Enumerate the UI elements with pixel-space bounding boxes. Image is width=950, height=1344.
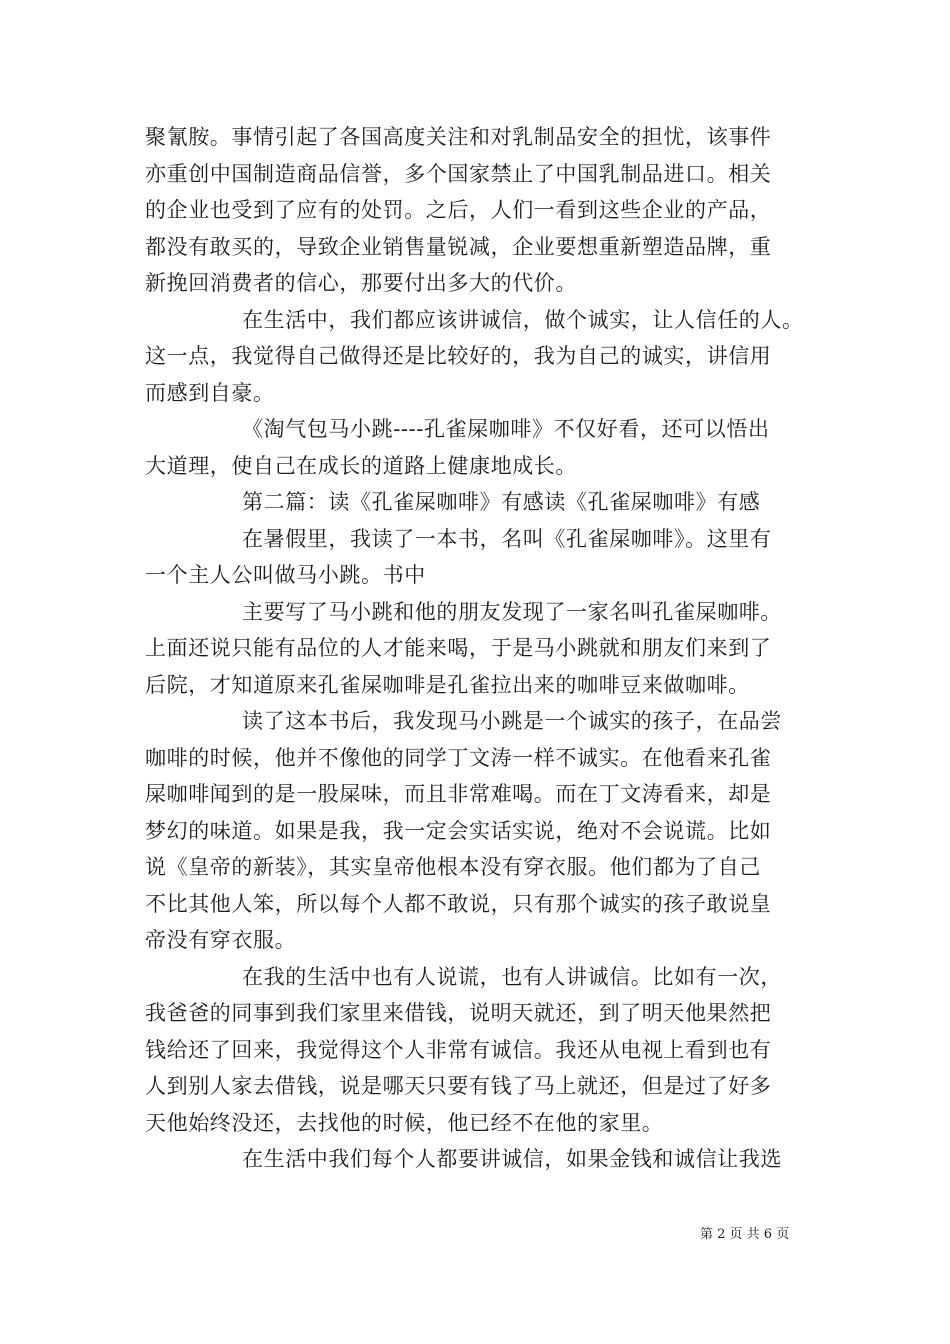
paragraph-start-line: 读了这本书后，我发现马小跳是一个诚实的孩子，在品尝: [242, 709, 782, 733]
text-line: 帝没有穿衣服。: [145, 928, 297, 952]
text-line: 新挽回消费者的信心，那要付出多大的代价。: [145, 271, 577, 295]
text-line: 天他始终没还，去找他的时候，他已经不在他的家里。: [145, 1110, 664, 1135]
page-number-footer: 第 2 页 共 6 页: [700, 1227, 790, 1242]
text-line: 我爸爸的同事到我们家里来借钱，说明天就还，到了明天他果然把: [145, 1001, 772, 1025]
paragraph-start-line: 主要写了马小跳和他的朋友发现了一家名叫孔雀屎咖啡。: [242, 599, 782, 624]
text-line: 钱给还了回来，我觉得这个人非常有诚信。我还从电视上看到也有: [145, 1037, 772, 1062]
text-line: 咖啡的时候，他并不像他的同学丁文涛一样不诚实。在他看来孔雀: [145, 745, 772, 770]
text-line: 大道理，使自己在成长的道路上健康地成长。: [145, 453, 577, 478]
paragraph-start-line: 《淘气包马小跳----孔雀屎咖啡》不仅好看，还可以悟出: [242, 417, 770, 441]
text-line: 而感到自豪。: [145, 380, 275, 405]
text-line: 都没有敢买的，导致企业销售量锐减，企业要想重新塑造品牌，重: [145, 234, 772, 259]
text-line: 聚氰胺。事情引起了各国高度关注和对乳制品安全的担忧，该事件: [145, 125, 772, 149]
section-heading: 第二篇：读《孔雀屎咖啡》有感读《孔雀屎咖啡》有感: [242, 490, 761, 514]
text-line: 说《皇帝的新装》，其实皇帝他根本没有穿衣服。他们都为了自己: [145, 855, 761, 879]
paragraph-start-line: 在我的生活中也有人说谎，也有人讲诚信。比如有一次，: [242, 964, 782, 989]
text-line: 后院，才知道原来孔雀屎咖啡是孔雀拉出来的咖啡豆来做咖啡。: [145, 672, 750, 697]
text-line: 屎咖啡闻到的是一股屎味，而且非常难喝。而在丁文涛看来，却是: [145, 782, 772, 806]
text-line: 不比其他人笨，所以每个人都不敢说，只有那个诚实的孩子敢说皇: [145, 891, 772, 916]
text-line: 的企业也受到了应有的处罚。之后，人们一看到这些企业的产品，: [145, 198, 772, 222]
text-line: 一个主人公叫做马小跳。书中: [145, 563, 426, 587]
text-line: 这一点，我觉得自己做得还是比较好的，我为自己的诚实，讲信用: [145, 344, 772, 368]
text-line: 梦幻的味道。如果是我，我一定会实话实说，绝对不会说谎。比如: [145, 818, 772, 843]
paragraph-start-line: 在生活中我们每个人都要讲诚信，如果金钱和诚信让我选: [242, 1147, 782, 1171]
paragraph-start-line: 在生活中，我们都应该讲诚信，做个诚实，让人信任的人。: [242, 307, 804, 332]
body-text: [145, 119, 817, 1178]
text-line: 上面还说只能有品位的人才能来喝，于是马小跳就和朋友们来到了: [145, 636, 772, 660]
paragraph-start-line: 在暑假里，我读了一本书，名叫《孔雀屎咖啡》。这里有: [242, 526, 772, 551]
text-line: 亦重创中国制造商品信誉，多个国家禁止了中国乳制品进口。相关: [145, 161, 772, 186]
text-line: 人到别人家去借钱，说是哪天只要有钱了马上就还，但是过了好多: [145, 1074, 772, 1098]
